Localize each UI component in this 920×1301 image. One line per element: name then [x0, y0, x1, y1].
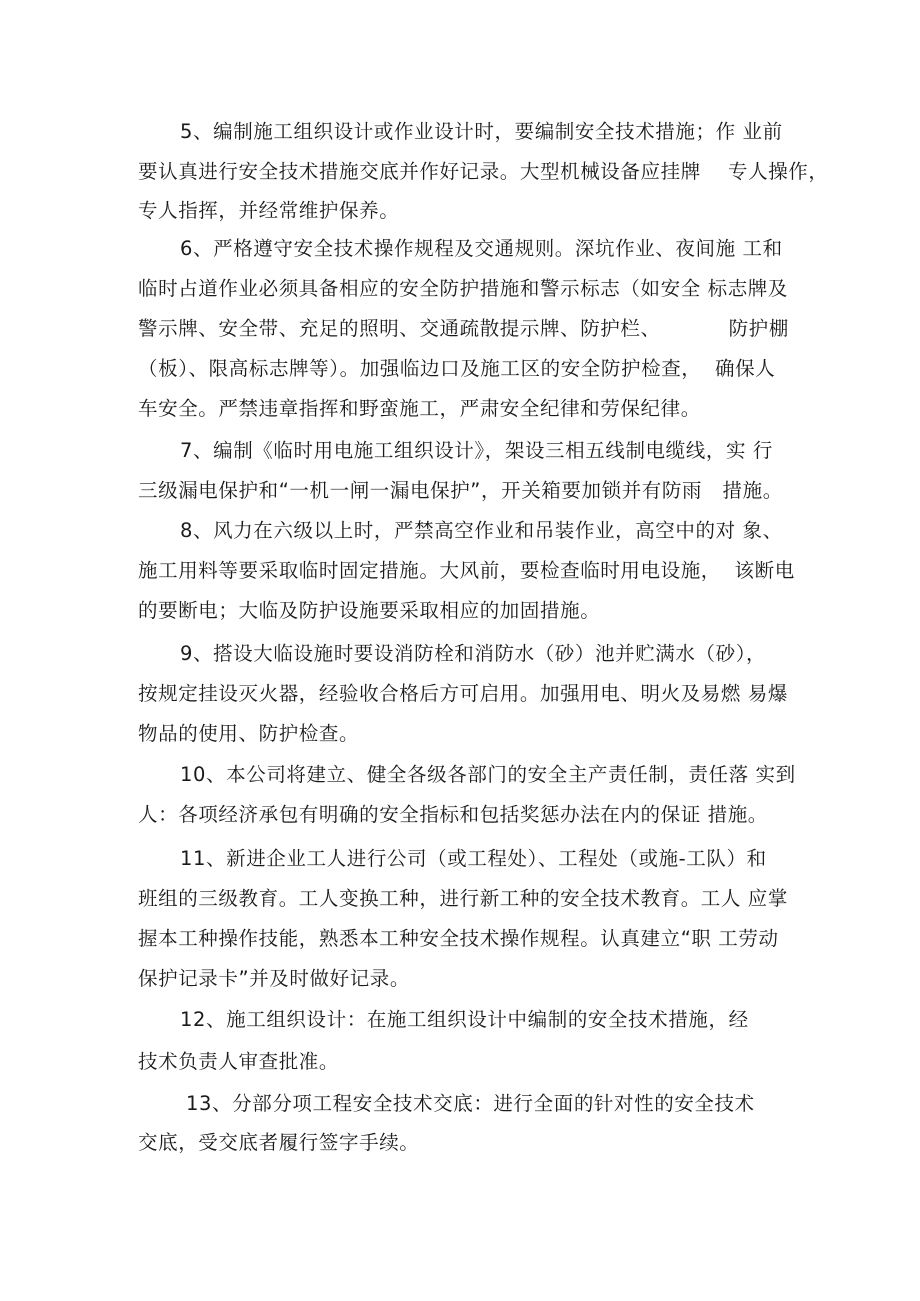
paragraph-5-line-1: 5、编制施工组织设计或作业设计时，要编制安全技术措施；作 业前 [180, 120, 783, 143]
paragraph-10-line-2: 人：各项经济承包有明确的安全指标和包括奖惩办法在内的保证 措施。 [138, 803, 768, 826]
paragraph-8-line-2: 施工用料等要采取临时固定措施。大风前，要检查临时用电设施， 该断电 [138, 559, 795, 582]
paragraph-12-line-1: 12、施工组织设计：在施工组织设计中编制的安全技术措施，经 [180, 1008, 749, 1031]
paragraph-9-line-1: 9、搭设大临设施时要设消防栓和消防水（砂）池并贮满水（砂）， [180, 642, 767, 665]
paragraph-11-line-1: 11、新进企业工人进行公司（或工程处）、工程处（或施-工队）和 [180, 847, 767, 870]
paragraph-13-line-1: 13、分部分项工程安全技术交底：进行全面的针对性的安全技术 [186, 1092, 755, 1115]
paragraph-6-line-1: 6、严格遵守安全技术操作规程及交通规则。深坑作业、夜间施 工和 [180, 237, 783, 260]
paragraph-6-line-2: 临时占道作业必须具备相应的安全防护措施和警示标志（如安全 标志牌及 [138, 277, 788, 300]
paragraph-6-line-3: 警示牌、安全带、充足的照明、交通疏散提示牌、防护栏、 防护棚 [138, 317, 789, 340]
paragraph-6-line-4: （板）、限高标志牌等）。加强临边口及施工区的安全防护检查， 确保人 [138, 357, 776, 380]
paragraph-13-line-2: 交底，受交底者履行签字手续。 [138, 1131, 420, 1154]
paragraph-9-line-2: 按规定挂设灭火器，经验收合格后方可启用。加强用电、明火及易燃 易爆 [138, 682, 788, 705]
paragraph-11-line-3: 握本工种操作技能，熟悉本工种安全技术操作规程。认真建立“职 工劳动 [138, 927, 779, 950]
paragraph-6-line-5: 车安全。严禁违章指挥和野蛮施工，严肃安全纪律和劳保纪律。 [138, 397, 701, 420]
paragraph-11-line-4: 保护记录卡”并及时做好记录。 [138, 967, 411, 990]
paragraph-7-line-2: 三级漏电保护和“一机一闸一漏电保护”，开关箱要加锁并有防雨 措施。 [138, 479, 783, 502]
paragraph-7-line-1: 7、编制《临时用电施工组织设计》，架设三相五线制电缆线，实 行 [180, 439, 773, 462]
paragraph-11-line-2: 班组的三级教育。工人变换工种，进行新工种的安全技术教育。工人 应掌 [138, 887, 788, 910]
paragraph-8-line-1: 8、风力在六级以上时，严禁高空作业和吊装作业，高空中的对 象、 [180, 519, 783, 542]
paragraph-8-line-3: 的要断电；大临及防护设施要采取相应的加固措施。 [138, 599, 601, 622]
paragraph-10-line-1: 10、本公司将建立、健全各级各部门的安全主产责任制，责任落 实到 [180, 763, 796, 786]
paragraph-12-line-2: 技术负责人审查批准。 [138, 1050, 340, 1073]
paragraph-5-line-2: 要认真进行安全技术措施交底并作好记录。大型机械设备应挂牌 专人操作， [138, 160, 829, 183]
paragraph-9-line-3: 物品的使用、防护检查。 [138, 722, 360, 745]
paragraph-5-line-3: 专人指挥，并经常维护保养。 [138, 199, 400, 222]
